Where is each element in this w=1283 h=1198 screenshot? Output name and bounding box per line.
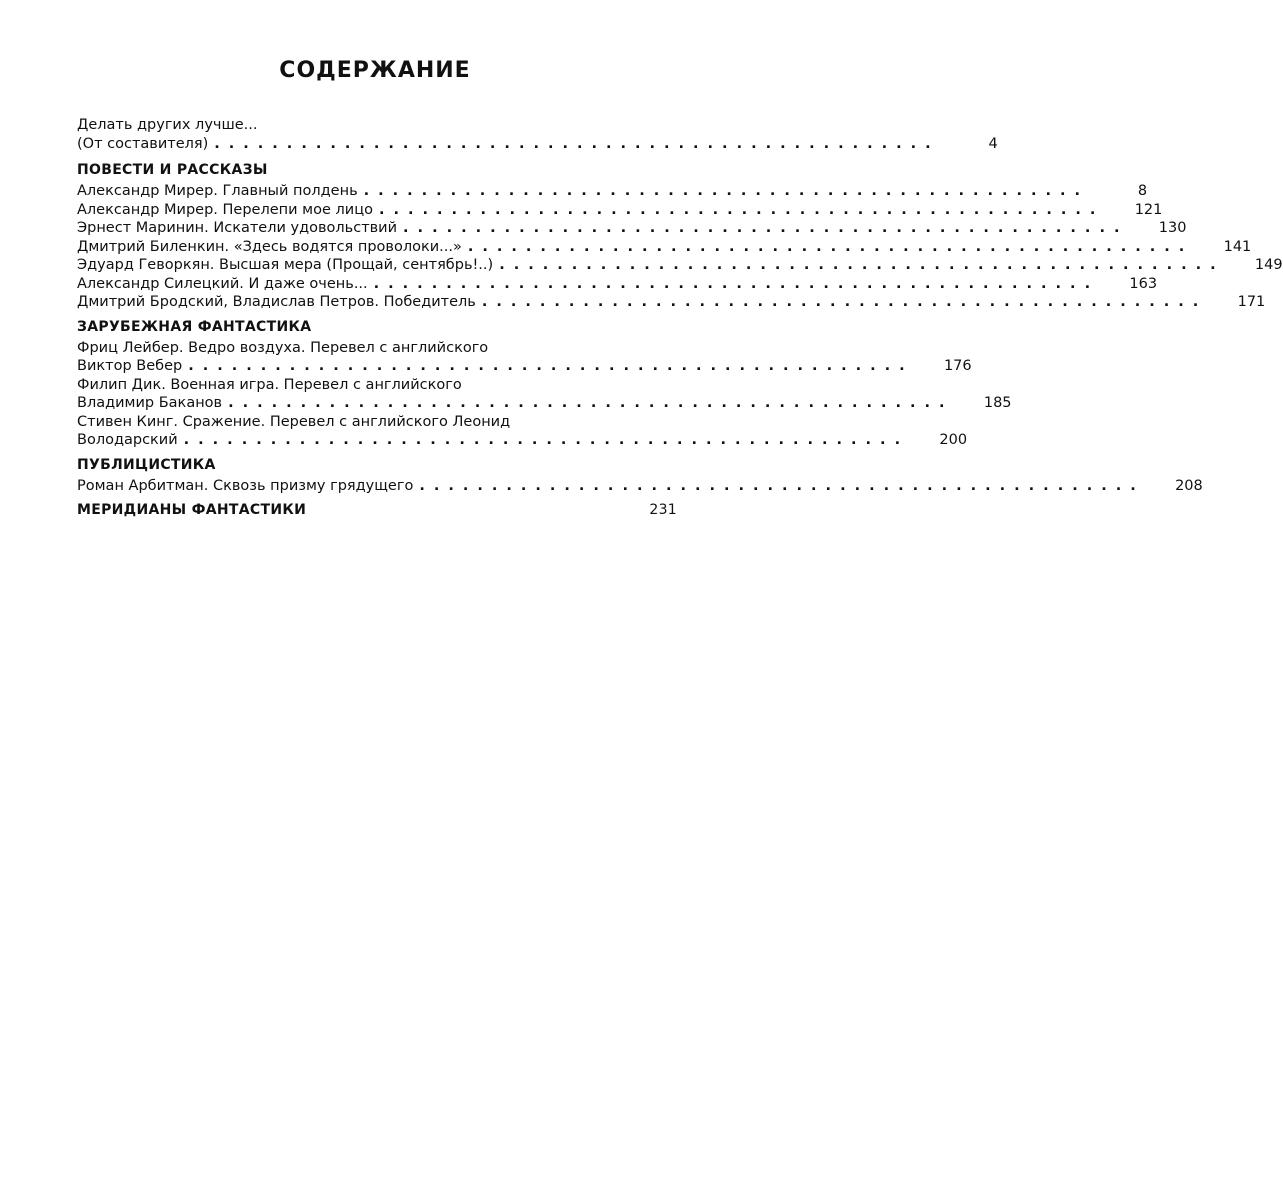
dot-leader: .................................................. [403,220,1129,236]
page-number: 200 [939,432,968,448]
entry-title: Филип Дик. Военная игра. Перевел с английского [77,376,462,393]
section-heading: ПУБЛИЦИСТИКА [77,456,216,473]
entry-translator: Владимир Баканов [77,395,223,411]
entry-line: Делать других лучше... [77,117,258,133]
dot-leader: .................................................. [499,257,1225,273]
entry-title: Фриц Лейбер. Ведро воздуха. Перевел с английского [77,339,489,356]
dot-leader: .................................................. [183,432,910,448]
toc-entry[interactable] [77,182,1148,201]
page-number: 231 [649,502,677,518]
dot-leader: .................................................. [363,183,1090,199]
entry-title: Александр Силецкий. И даже очень... [77,275,368,292]
toc-entry[interactable] [77,201,1163,220]
entry-title: Дмитрий Биленкин. «Здесь водятся проволоки...» [77,238,462,255]
section-heading: ЗАРУБЕЖНАЯ ФАНТАСТИКА [77,318,312,335]
page-number: 121 [1134,201,1163,218]
page-number: 130 [1158,220,1187,236]
page-number: 141 [1223,238,1252,255]
entry-translator: Володарский [77,432,178,448]
dot-leader: .................................................. [481,294,1208,310]
toc-entry[interactable] [77,275,1158,294]
page-number: 185 [983,395,1012,411]
page-number: 4 [988,135,998,152]
toc-entry[interactable] [77,238,1252,257]
entry-title: Эрнест Маринин. Искатели удовольствий [77,220,398,236]
dot-leader: .................................................. [419,477,1145,494]
entry-line: (От составителя) [77,135,209,152]
toc-entry-foreword[interactable] [77,116,998,153]
page-number: 176 [943,358,972,374]
entry-title: Стивен Кинг. Сражение. Перевел с английского Леонид [77,413,511,430]
toc-entry[interactable] [77,256,1283,275]
entry-title: Александр Мирер. Главный полдень [77,183,358,199]
section-heading: ПОВЕСТИ И РАССКАЗЫ [77,162,268,178]
dot-leader: .................................................. [188,358,914,374]
page-number: 171 [1237,294,1266,310]
dot-leader: .................................................. [373,275,1100,292]
entry-title: Роман Арбитман. Сквозь призму грядущего [77,477,414,494]
entry-title: Эдуард Геворкян. Высшая мера (Прощай, сентябрь!..) [77,257,494,273]
page-number: 208 [1175,477,1203,494]
entry-title: Дмитрий Бродский, Владислав Петров. Победитель [77,294,476,310]
dot-leader: .................................................. [228,395,954,411]
page-number: 163 [1129,275,1158,292]
page-number: 149 [1254,257,1283,273]
section-heading-final[interactable] [77,501,677,520]
toc-entry[interactable] [77,339,972,376]
toc-entry[interactable] [77,293,1266,312]
toc-entry[interactable] [77,376,1012,413]
entry-title: Александр Мирер. Перелепи мое лицо [77,201,373,218]
page-title: СОДЕРЖАНИЕ [279,58,471,83]
dot-leader: .................................................. [467,238,1194,255]
dot-leader: .................................................. [214,135,940,152]
toc-entry[interactable] [77,477,1203,496]
toc-entry[interactable] [77,413,968,450]
toc-entry[interactable] [77,219,1187,238]
section-heading-text: МЕРИДИАНЫ ФАНТАСТИКИ [77,502,307,518]
page-number: 8 [1137,183,1148,199]
dot-leader: .................................................. [378,201,1105,218]
entry-translator: Виктор Вебер [77,358,183,374]
table-of-contents [77,116,1283,522]
